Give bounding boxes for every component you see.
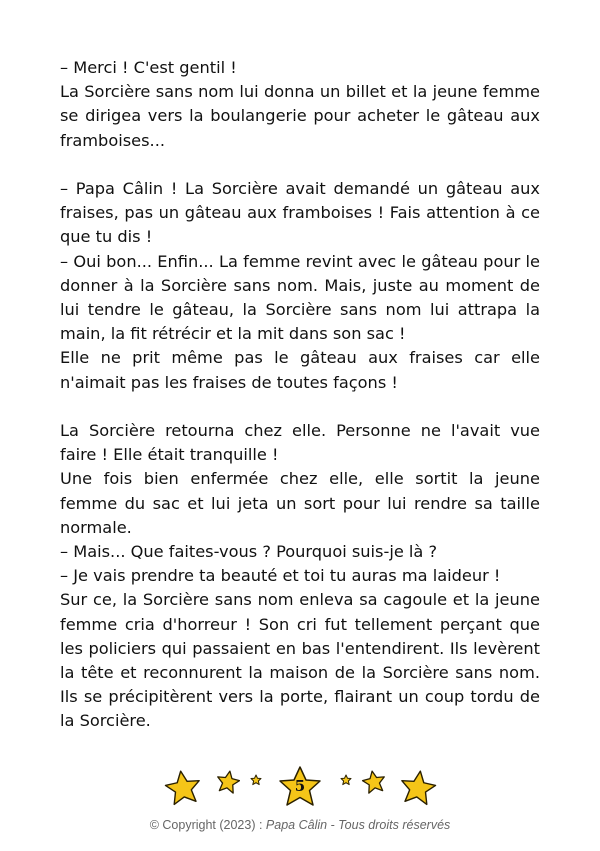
paragraph: – Oui bon... Enfin... La femme revint avec le gâteau pour le donner à la Sorcière sans nom. Mais, juste au moment de lui tendre le gâteau, la Sorcière sans nom lui attrapa la main, la fit rétrécir et la mit dans son sac ! (60, 251, 540, 344)
story-text (60, 56, 540, 734)
paragraph: – Merci ! C'est gentil ! (60, 58, 237, 77)
star-icon (341, 775, 351, 785)
page-number: 5 (294, 777, 306, 795)
paragraph: La Sorcière retourna chez elle. Personne ne l'avait vue faire ! Elle était tranquille ! (60, 421, 540, 465)
paragraph-gap (60, 395, 540, 419)
paragraph: La Sorcière sans nom lui donna un billet et la jeune femme se dirigea vers la boulangerie pour acheter le gâteau aux framboises... (60, 82, 540, 150)
paragraph: Une fois bien enfermée chez elle, elle sortit la jeune femme du sac et lui jeta un sort pour lui rendre sa taille normale. (60, 469, 540, 537)
star-icon (361, 769, 386, 794)
paragraph: – Je vais prendre ta beauté et toi tu auras ma laideur ! (60, 566, 501, 586)
paragraph: Sur ce, la Sorcière sans nom enleva sa cagoule et la jeune femme cria d'horreur ! Son cri fut tellement perçant que les policiers qui passaient en bas l'entendirent. Ils levèrent la tête et reconnurent la maison de la Sorcière sans nom. Ils se précipitèrent vers la porte, flairant un coup tordu de la Sorcière. (60, 590, 540, 731)
copyright-prefix: © Copyright (2023) : (149, 818, 266, 832)
paragraph: – Papa Câlin ! La Sorcière avait demandé un gâteau aux fraises, pas un gâteau aux framboises ! Fais attention à ce que tu dis ! (60, 179, 540, 247)
copyright-notice (0, 818, 600, 832)
paragraph: Elle ne prit même pas le gâteau aux fraises car elle n'aimait pas les fraises de toutes façons ! (60, 348, 540, 392)
paragraph: – Mais... Que faites-vous ? Pourquoi suis-je là ? (60, 542, 438, 562)
star-icon (251, 775, 261, 785)
star-icon (399, 769, 437, 805)
star-icon (164, 769, 202, 805)
star-icon (215, 769, 240, 794)
copyright-owner: Papa Câlin - Tous droits réservés (265, 818, 451, 832)
paragraph-gap (60, 153, 540, 177)
